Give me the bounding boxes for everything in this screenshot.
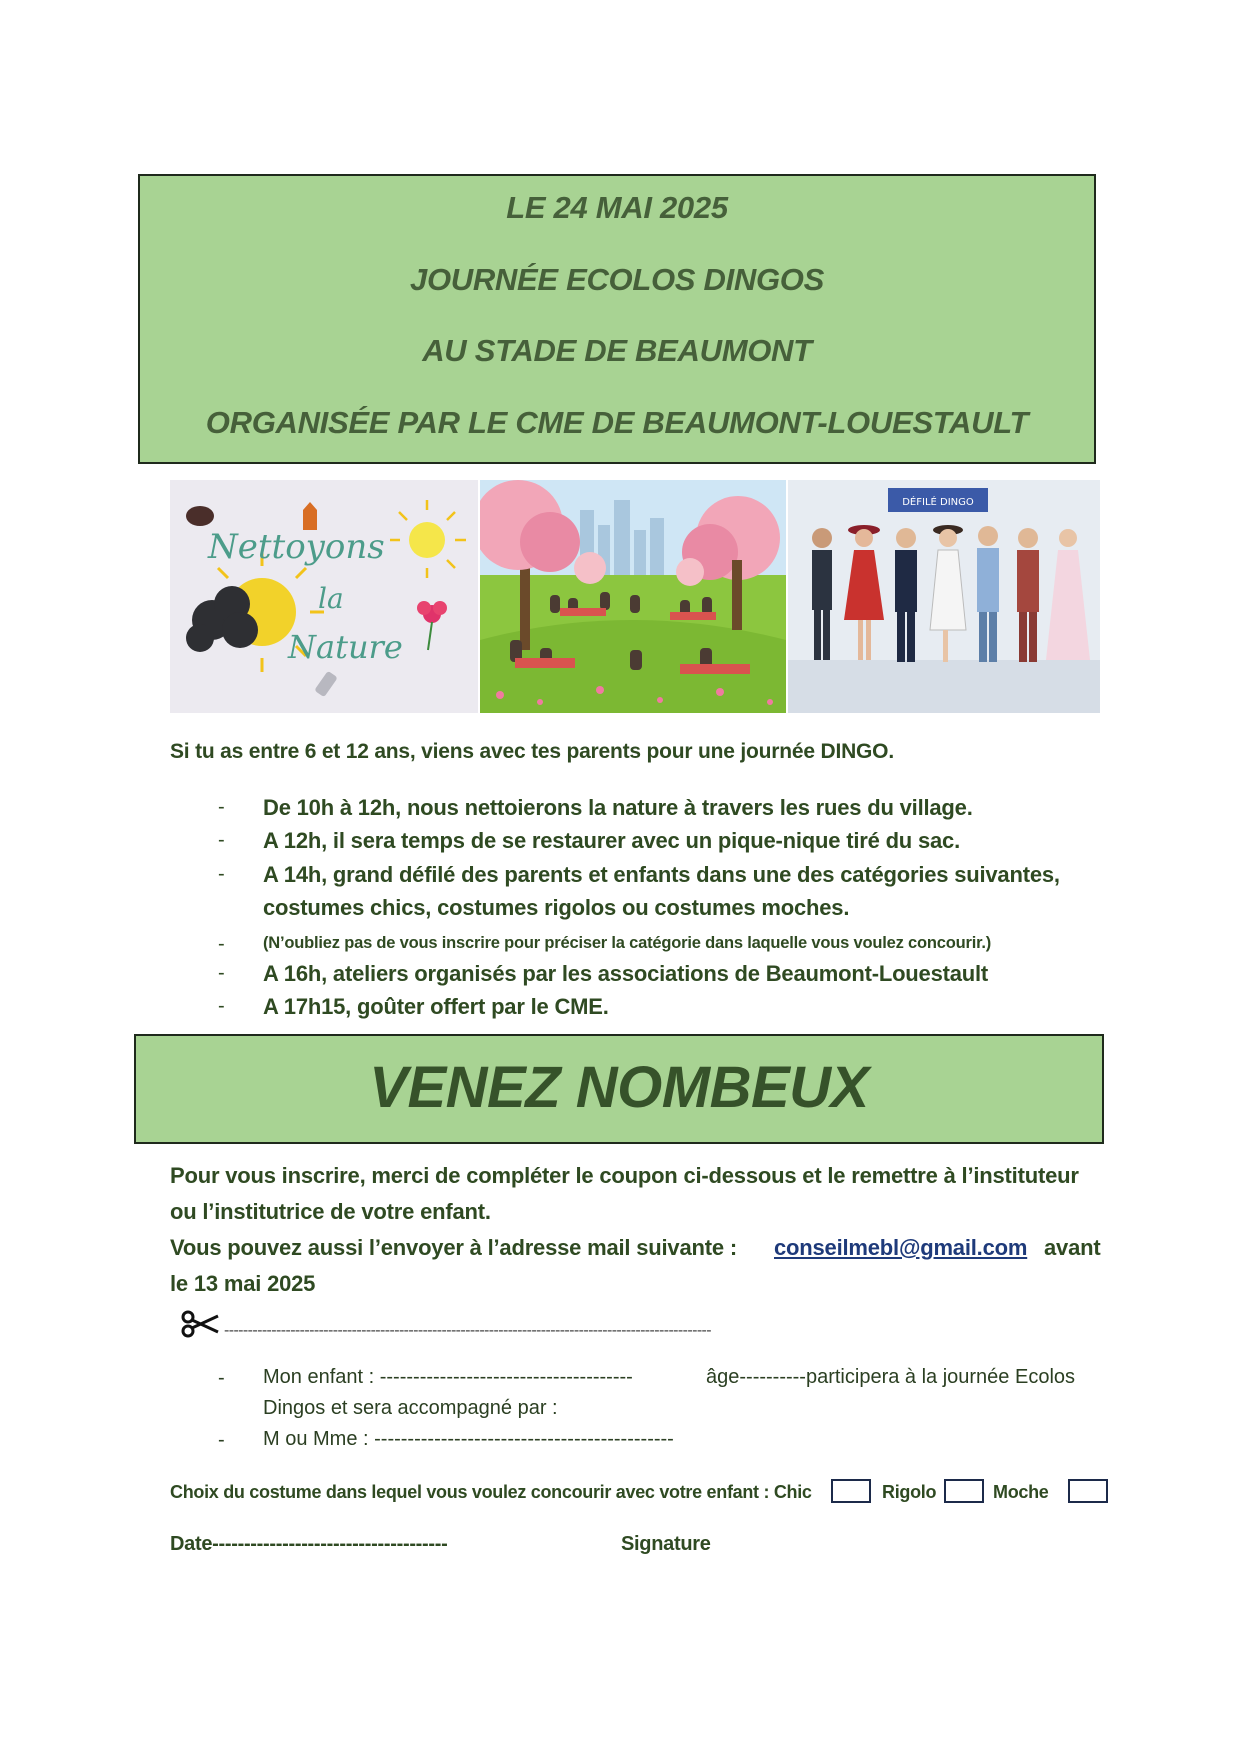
event-title: JOURNÉE ECOLOS DINGOS	[410, 262, 824, 297]
banner-box	[134, 1034, 1104, 1144]
child-name-field[interactable]: Mon enfant : --------------------------------------	[263, 1366, 633, 1388]
panel1-word-2: la	[318, 582, 344, 615]
registration-line-3: Vous pouvez aussi l’envoyer à l’adresse mail suivante :	[170, 1235, 737, 1260]
program-item-3: A 14h, grand défilé des parents et enfants dans une des catégories suivantes,	[263, 862, 1060, 887]
runway-sign: DÉFILÉ DINGO	[902, 497, 974, 508]
banner-title: VENEZ NOMBEUX	[369, 1055, 869, 1120]
rigolo-checkbox[interactable]	[944, 1479, 984, 1503]
age-field[interactable]: âge----------participera à la journée Ecolos	[706, 1366, 1076, 1388]
moche-label: Moche	[993, 1482, 1049, 1502]
moche-checkbox[interactable]	[1068, 1479, 1108, 1503]
image-row	[170, 480, 1100, 715]
program-item-3-continued: costumes chics, costumes rigolos ou costumes moches.	[263, 895, 850, 920]
event-date: LE 24 MAI 2025	[506, 190, 728, 225]
event-location: AU STADE DE BEAUMONT	[422, 333, 812, 368]
costume-choice-label: Choix du costume dans lequel vous voulez concourir avec votre enfant : Chic	[170, 1482, 812, 1502]
date-field[interactable]: Date-------------------------------------	[170, 1533, 448, 1555]
nettoyons-la-nature-image	[170, 480, 478, 713]
scissors-icon	[180, 1310, 220, 1338]
rigolo-label: Rigolo	[882, 1482, 937, 1502]
intro-text: Si tu as entre 6 et 12 ans, viens avec tes parents pour une journée DINGO.	[170, 740, 894, 763]
event-organizer: ORGANISÉE PAR LE CME DE BEAUMONT-LOUESTAULT	[205, 405, 1029, 440]
chic-checkbox[interactable]	[831, 1479, 871, 1503]
defile-dingo-image	[788, 480, 1100, 713]
signature-label: Signature	[621, 1533, 711, 1555]
program-item-5: A 16h, ateliers organisés par les associations de Beaumont-Louestault	[263, 961, 989, 986]
cut-line: -------------------------------------------------------------------------------------------------------	[224, 1322, 711, 1339]
registration-line-3-end: avant	[1044, 1235, 1101, 1260]
registration-deadline: le 13 mai 2025	[170, 1271, 316, 1296]
header-box	[138, 174, 1096, 464]
program-item-1: De 10h à 12h, nous nettoierons la nature à travers les rues du village.	[263, 795, 973, 820]
program-item-6: A 17h15, goûter offert par le CME.	[263, 994, 609, 1019]
child-line-continued: Dingos et sera accompagné par :	[263, 1397, 558, 1419]
registration-line-2: ou l’institutrice de votre enfant.	[170, 1199, 491, 1224]
picnic-park-image	[480, 480, 786, 713]
program-item-note: (N’oubliez pas de vous inscrire pour préciser la catégorie dans laquelle vous voulez concourir.)	[263, 934, 992, 952]
parent-name-field[interactable]: M ou Mme : ---------------------------------------------	[263, 1428, 674, 1450]
email-link[interactable]: conseilmebl@gmail.com	[774, 1235, 1028, 1260]
registration-line-1: Pour vous inscrire, merci de compléter le coupon ci-dessous et le remettre à l’instituteur	[170, 1163, 1079, 1188]
program-item-2: A 12h, il sera temps de se restaurer avec un pique-nique tiré du sac.	[263, 828, 960, 853]
panel1-word-1: Nettoyons	[208, 527, 385, 567]
panel1-word-3: Nature	[288, 628, 403, 666]
